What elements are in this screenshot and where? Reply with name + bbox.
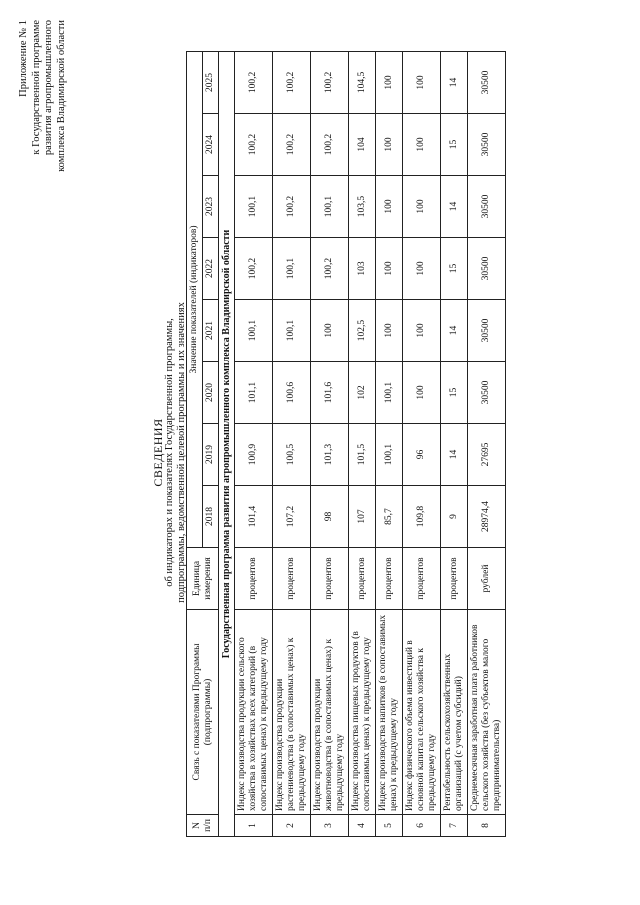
value-cell: 100 xyxy=(376,238,403,300)
value-cell: 100 xyxy=(376,176,403,238)
value-cell: 100,5 xyxy=(273,424,311,486)
table-row xyxy=(349,51,376,836)
header-year: 2018 xyxy=(203,486,219,548)
table-row xyxy=(311,51,349,836)
value-cell: 102 xyxy=(349,362,376,424)
value-cell: 100,2 xyxy=(311,238,349,300)
header-year: 2023 xyxy=(203,176,219,238)
header-values-group: Значение показателей (индикаторов) xyxy=(187,51,203,547)
row-number: 6 xyxy=(403,815,441,837)
document-title: СВЕДЕНИЯ xyxy=(151,418,165,487)
value-cell: 104 xyxy=(349,114,376,176)
value-cell: 107,2 xyxy=(273,486,311,548)
table-row xyxy=(441,51,468,836)
value-cell: 15 xyxy=(441,238,468,300)
value-cell: 15 xyxy=(441,362,468,424)
table-row xyxy=(235,51,273,836)
appendix-line: комплекса Владимирской области xyxy=(55,20,67,172)
indicator-name: Индекс физического объема инвестиций в основной капитал сельского хозяйства к предыдущему году xyxy=(403,610,441,815)
row-number: 7 xyxy=(441,815,468,837)
unit-cell: процентов xyxy=(311,548,349,610)
value-cell: 30500 xyxy=(468,114,506,176)
value-cell: 14 xyxy=(441,424,468,486)
value-cell: 100,2 xyxy=(273,176,311,238)
table-row xyxy=(273,51,311,836)
unit-cell: процентов xyxy=(441,548,468,610)
appendix-line: развития агропромышленного xyxy=(43,20,54,156)
value-cell: 100,2 xyxy=(235,114,273,176)
document-subtitle-line: об индикаторах и показателях Государственной программы, xyxy=(164,318,175,587)
value-cell: 103 xyxy=(349,238,376,300)
indicators-table xyxy=(186,51,506,837)
value-cell: 85,7 xyxy=(376,486,403,548)
value-cell: 27695 xyxy=(468,424,506,486)
header-unit: Единица измерения xyxy=(187,548,219,610)
unit-cell: рублей xyxy=(468,548,506,610)
appendix-line: Приложение № 1 xyxy=(18,20,29,97)
row-number: 4 xyxy=(349,815,376,837)
value-cell: 14 xyxy=(441,300,468,362)
value-cell: 101,6 xyxy=(311,362,349,424)
value-cell: 100,1 xyxy=(376,424,403,486)
header-year: 2024 xyxy=(203,114,219,176)
value-cell: 28974,4 xyxy=(468,486,506,548)
value-cell: 103,5 xyxy=(349,176,376,238)
value-cell: 100 xyxy=(403,300,441,362)
indicator-name: Индекс производства продукции животноводства (в сопоставимых ценах) к предыдущему году xyxy=(311,610,349,815)
value-cell: 100 xyxy=(403,362,441,424)
value-cell: 100,2 xyxy=(273,114,311,176)
row-number: 5 xyxy=(376,815,403,837)
value-cell: 100,9 xyxy=(235,424,273,486)
header-year: 2022 xyxy=(203,238,219,300)
row-number: 2 xyxy=(273,815,311,837)
value-cell: 15 xyxy=(441,114,468,176)
value-cell: 100,2 xyxy=(311,114,349,176)
indicator-name: Индекс производства продукции растениеводства (в сопоставимых ценах) к предыдущему году xyxy=(273,610,311,815)
value-cell: 107 xyxy=(349,486,376,548)
value-cell: 30500 xyxy=(468,362,506,424)
header-year: 2021 xyxy=(203,300,219,362)
value-cell: 101,4 xyxy=(235,486,273,548)
value-cell: 100 xyxy=(403,176,441,238)
value-cell: 100 xyxy=(403,114,441,176)
value-cell: 100,1 xyxy=(235,176,273,238)
indicator-name: Индекс производства напитков (в сопоставимых ценах) к предыдущему году xyxy=(376,610,403,815)
row-number: 3 xyxy=(311,815,349,837)
value-cell: 104,5 xyxy=(349,51,376,113)
indicator-name: Рентабельность сельскохозяйственных организаций (с учетом субсидий) xyxy=(441,610,468,815)
value-cell: 100 xyxy=(376,300,403,362)
value-cell: 100,1 xyxy=(376,362,403,424)
value-cell: 100,2 xyxy=(273,51,311,113)
unit-cell: процентов xyxy=(349,548,376,610)
section-row xyxy=(219,51,235,836)
header-year: 2025 xyxy=(203,51,219,113)
value-cell: 102,5 xyxy=(349,300,376,362)
indicator-name: Индекс производства пищевых продуктов (в сопоставимых ценах) к предыдущему году xyxy=(349,610,376,815)
value-cell: 100 xyxy=(311,300,349,362)
indicator-name: Среднемесячная заработная плата работников сельского хозяйства (без субъектов малого предпринимательства) xyxy=(468,610,506,815)
value-cell: 96 xyxy=(403,424,441,486)
table-row xyxy=(376,51,403,836)
value-cell: 100,6 xyxy=(273,362,311,424)
value-cell: 30500 xyxy=(468,176,506,238)
unit-cell: процентов xyxy=(273,548,311,610)
value-cell: 101,1 xyxy=(235,362,273,424)
value-cell: 100,2 xyxy=(311,51,349,113)
value-cell: 9 xyxy=(441,486,468,548)
value-cell: 30500 xyxy=(468,238,506,300)
value-cell: 14 xyxy=(441,51,468,113)
document-heading xyxy=(152,0,188,905)
value-cell: 30500 xyxy=(468,51,506,113)
row-number: 1 xyxy=(235,815,273,837)
header-link: Связь с показателями Программы (подпрограммы) xyxy=(187,610,219,815)
value-cell: 100 xyxy=(376,51,403,113)
value-cell: 100,1 xyxy=(273,238,311,300)
value-cell: 101,5 xyxy=(349,424,376,486)
appendix-line: к Государственной программе xyxy=(30,20,42,155)
value-cell: 100 xyxy=(403,51,441,113)
value-cell: 101,3 xyxy=(311,424,349,486)
indicator-name: Индекс производства продукции сельского хозяйства в хозяйствах всех категорий (в сопоставимых ценах) к предыдущему году xyxy=(235,610,273,815)
value-cell: 14 xyxy=(441,176,468,238)
unit-cell: процентов xyxy=(235,548,273,610)
table-row xyxy=(468,51,506,836)
header-n: N п/п xyxy=(187,815,219,837)
appendix-note xyxy=(18,20,68,265)
header-year: 2019 xyxy=(203,424,219,486)
value-cell: 100 xyxy=(376,114,403,176)
value-cell: 109,8 xyxy=(403,486,441,548)
unit-cell: процентов xyxy=(376,548,403,610)
value-cell: 100,2 xyxy=(235,51,273,113)
value-cell: 100 xyxy=(403,238,441,300)
document-subtitle-line: подпрограммы, ведомственной целевой программы и их значениях xyxy=(176,302,187,603)
section-title: Государственная программа развития агропромышленного комплекса Владимирской области xyxy=(219,51,235,836)
value-cell: 100,1 xyxy=(273,300,311,362)
value-cell: 30500 xyxy=(468,300,506,362)
header-year: 2020 xyxy=(203,362,219,424)
table-row xyxy=(403,51,441,836)
value-cell: 100,2 xyxy=(235,238,273,300)
value-cell: 100,1 xyxy=(311,176,349,238)
value-cell: 98 xyxy=(311,486,349,548)
unit-cell: процентов xyxy=(403,548,441,610)
value-cell: 100,1 xyxy=(235,300,273,362)
row-number: 8 xyxy=(468,815,506,837)
